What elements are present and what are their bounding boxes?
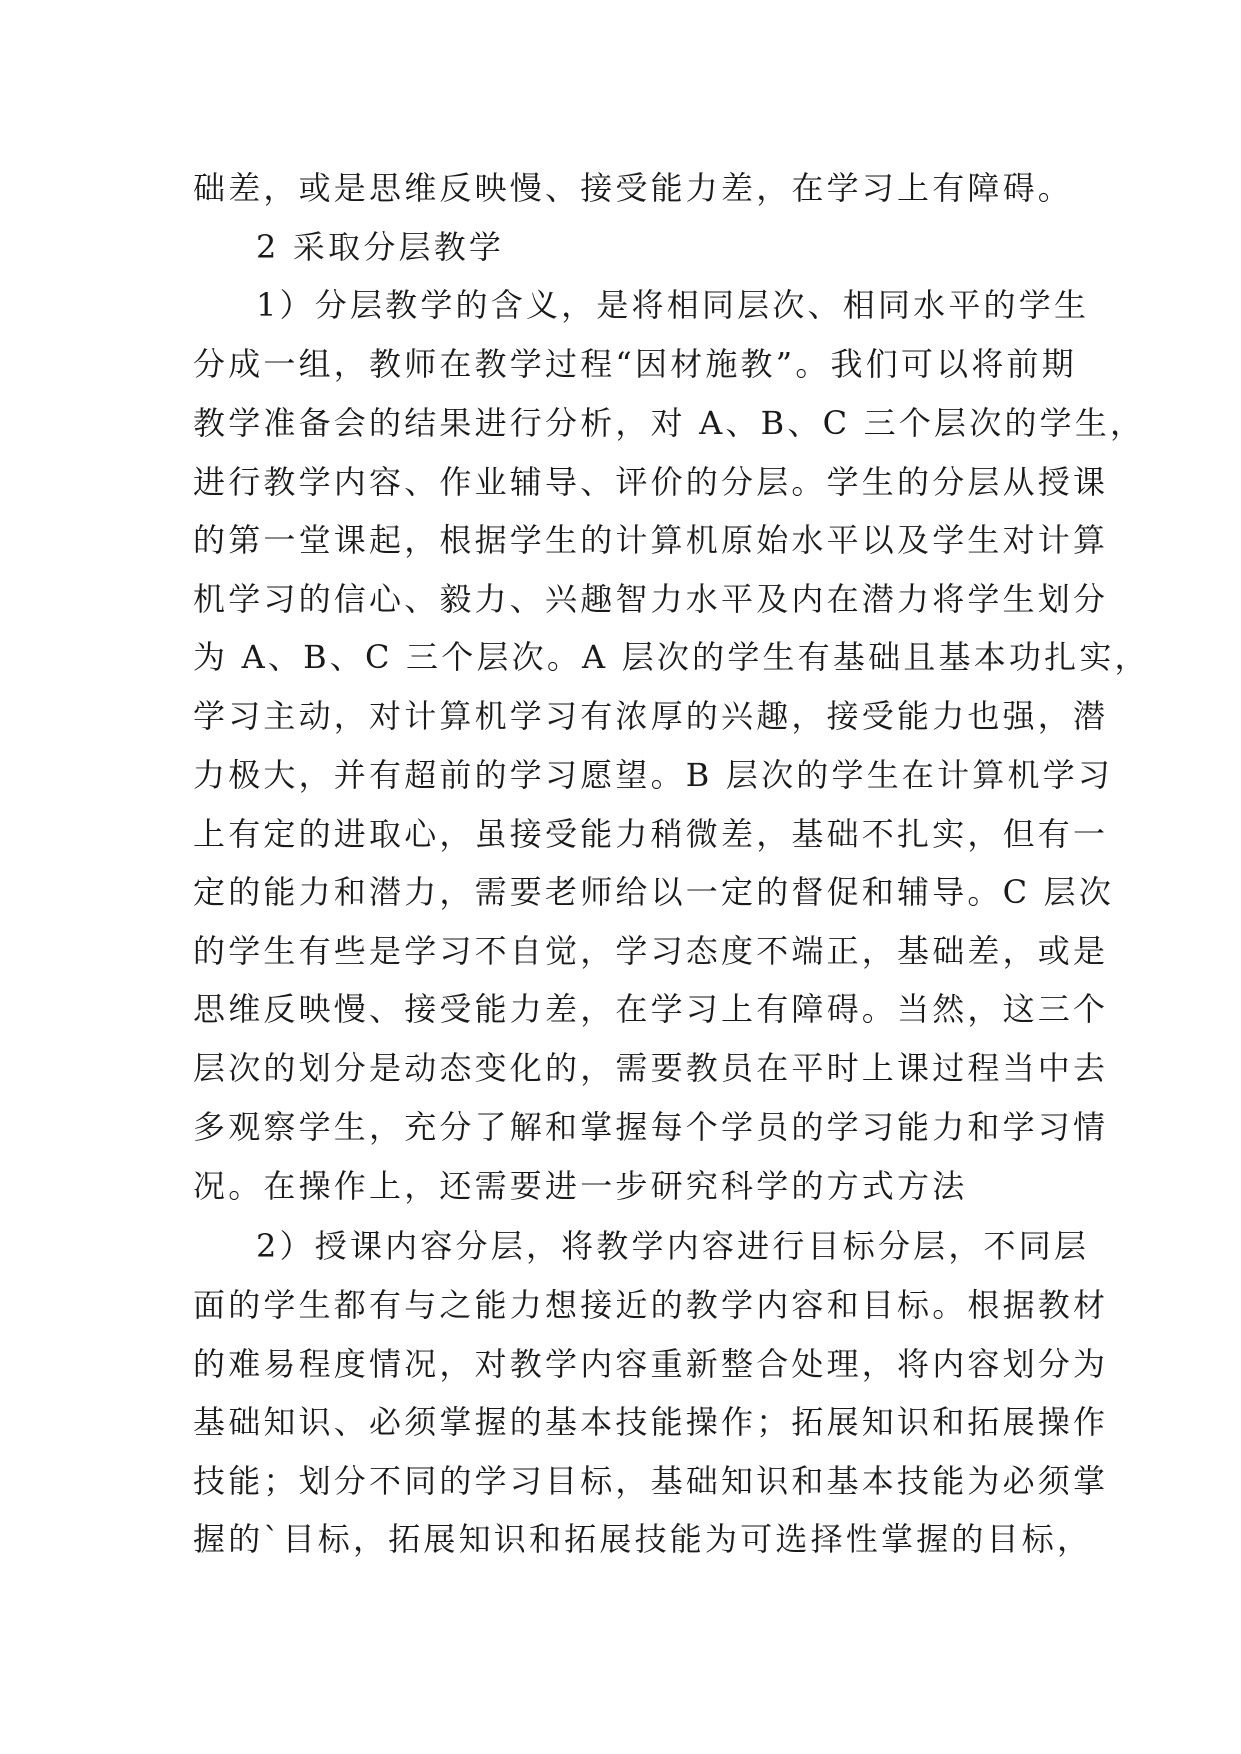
text-line: 多观察学生，充分了解和掌握每个学员的学习能力和学习情: [193, 1108, 1109, 1146]
text-line: 上有定的进取心，虽接受能力稍微差，基础不扎实，但有一: [193, 815, 1109, 853]
text-line: 定的能力和潜力，需要老师给以一定的督促和辅导。C 层次: [193, 873, 1115, 911]
text-line: 的学生有些是学习不自觉，学习态度不端正，基础差，或是: [193, 932, 1109, 970]
text-line: 教学准备会的结果进行分析，对 A、B、C 三个层次的学生，: [193, 404, 1146, 442]
text-line: 技能；划分不同的学习目标，基础知识和基本技能为必须掌: [193, 1462, 1109, 1500]
text-line: 机学习的信心、毅力、兴趣智力水平及内在潜力将学生划分: [193, 580, 1109, 618]
text-line: 层次的划分是动态变化的，需要教员在平时上课过程当中去: [193, 1049, 1109, 1087]
text-line: 况。在操作上，还需要进一步研究科学的方式方法: [193, 1167, 968, 1205]
text-line: 思维反映慢、接受能力差，在学习上有障碍。当然，这三个: [193, 990, 1109, 1028]
text-line: 为 A、B、C 三个层次。A 层次的学生有基础且基本功扎实，: [193, 638, 1150, 676]
text-line: 学习主动，对计算机学习有浓厚的兴趣，接受能力也强，潜: [193, 697, 1109, 735]
text-line: 2）授课内容分层，将教学内容进行目标分层，不同层: [256, 1227, 1090, 1265]
text-line: 的第一堂课起，根据学生的计算机原始水平以及学生对计算: [193, 521, 1109, 559]
text-line: 础差，或是思维反映慢、接受能力差，在学习上有障碍。: [193, 169, 1074, 207]
text-line: 1）分层教学的含义，是将相同层次、相同水平的学生: [256, 286, 1090, 324]
text-line: 的难易程度情况，对教学内容重新整合处理，将内容划分为: [193, 1345, 1109, 1383]
text-line: 力极大，并有超前的学习愿望。B 层次的学生在计算机学习: [193, 756, 1114, 794]
text-line: 进行教学内容、作业辅导、评价的分层。学生的分层从授课: [193, 463, 1109, 501]
text-line: 面的学生都有与之能力想接近的教学内容和目标。根据教材: [193, 1286, 1109, 1324]
section-heading: 2 采取分层教学: [256, 228, 505, 266]
text-line: 分成一组，教师在教学过程“因材施教”。我们可以将前期: [193, 345, 1077, 383]
text-line: 基础知识、必须掌握的基本技能操作；拓展知识和拓展操作: [193, 1403, 1109, 1441]
text-line: 握的`目标，拓展知识和拓展技能为可选择性掌握的目标，: [193, 1520, 1093, 1558]
